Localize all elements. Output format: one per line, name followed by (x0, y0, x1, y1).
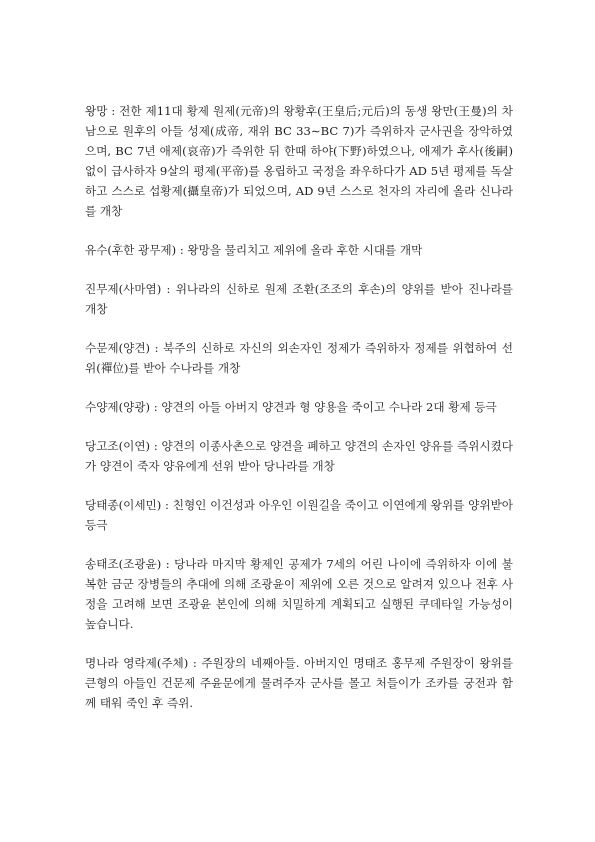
paragraph-ming-yongle: 명나라 영락제(주체) : 주원장의 네째아들. 아버지인 명태조 홍무제 주원장이 왕위를 큰형의 아들인 건문제 주윤문에게 물려주자 군사를 몰고 처들이가 조카를 궁전과 함께 태워 죽인 후 즉위. (85, 656, 513, 710)
document-body (85, 101, 513, 713)
paragraph-liu-xiu: 유수(후한 광무제) : 왕망을 물리치고 제위에 올라 후한 시대를 개막 (85, 243, 423, 257)
paragraph-wang-mang: 왕망 : 전한 제11대 황제 원제(元帝)의 왕황후(王皇后;元后)의 동생 왕만(王曼)의 차남으로 원후의 아들 성제(成帝, 재위 BC 33∼BC 7)가 즉위하자 군사권을 장악하였으며, BC 7년 애제(哀帝)가 즉위한 뒤 한때 하야(下野)하였으나, 애제가 후사(後嗣) 없이 급사하자 9살의 평제(平帝)를 옹립하고 국정을 좌우하다가 AD 5년 평제를 독살하고 스스로 섭황제(攝皇帝)가 되었으며, AD 9년 스스로 천자의 자리에 올라 신나라를 개창 (85, 104, 513, 218)
paragraph-tang-gaozu: 당고조(이연) : 양견의 이종사촌으로 양견을 폐하고 양견의 손자인 양유를 즉위시켰다가 양견이 죽자 양유에게 선위 받아 당나라를 개창 (85, 439, 513, 473)
paragraph-sui-yangdi: 수양제(양광) : 양견의 아들 아버지 양견과 형 양용을 죽이고 수나라 2대 황제 등극 (85, 400, 497, 414)
paragraph-tang-taizong: 당태종(이세민) : 친형인 이건성과 아우인 이원길을 죽이고 이연에게 왕위를 양위받아 등극 (85, 498, 513, 532)
paragraph-jin-wudi: 진무제(사마염) : 위나라의 신하로 원제 조환(조조의 후손)의 양위를 받아 진나라를 개창 (85, 282, 513, 316)
paragraph-sui-wendi: 수문제(양견) : 북주의 신하로 자신의 외손자인 정제가 즉위하자 정제를 위협하여 선위(禪位)를 받아 수나라를 개창 (85, 341, 513, 375)
paragraph-song-taizu: 송태조(조광윤) : 당나라 마지막 황제인 공제가 7세의 어린 나이에 즉위하자 이에 불복한 금군 장병들의 추대에 의해 조광윤이 제위에 오른 것으로 알려져 있으나 전후 사정을 고려해 보면 조광윤 본인에 의해 치밀하게 계획되고 실행된 쿠데타일 가능성이 높습니다. (85, 557, 513, 631)
